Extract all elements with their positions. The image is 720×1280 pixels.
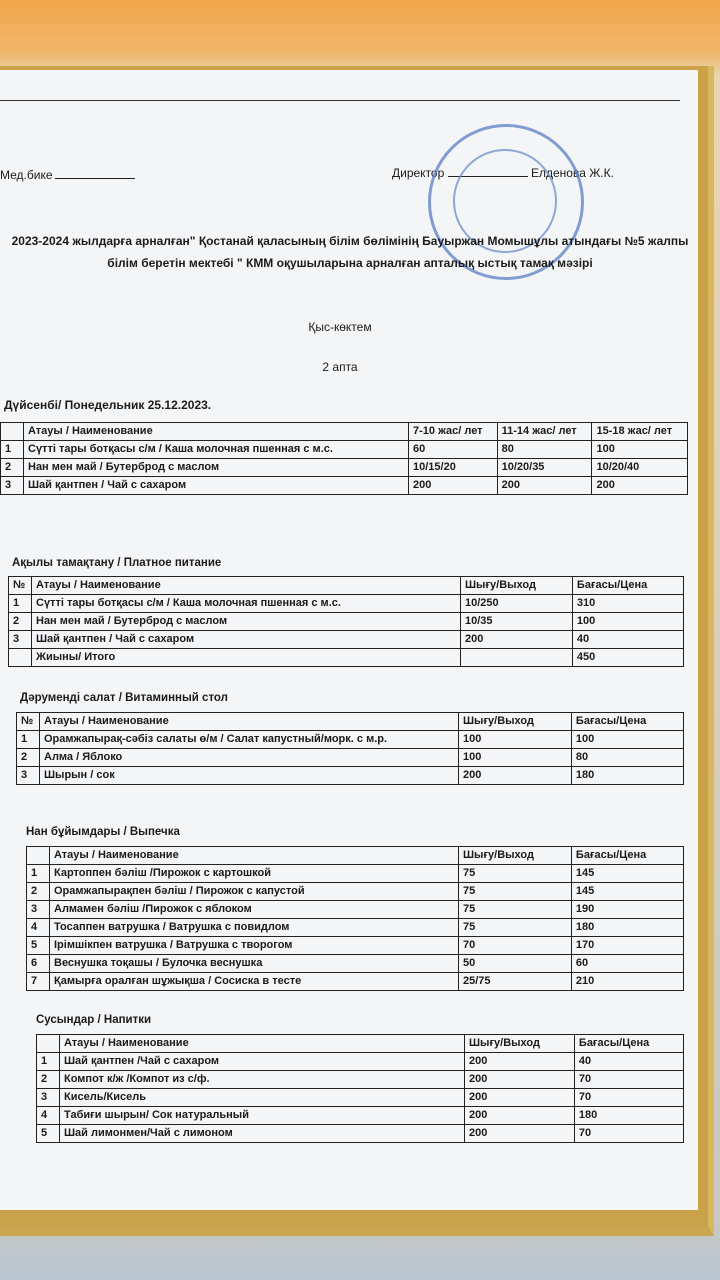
table-cell: 2	[9, 613, 32, 631]
table-cell: 5	[37, 1125, 60, 1143]
free-menu-table	[0, 422, 688, 495]
table-header-row	[37, 1035, 684, 1053]
table-row	[37, 1125, 684, 1143]
table-cell: 4	[27, 919, 50, 937]
table-cell: 10/250	[461, 595, 573, 613]
table-cell: 1	[27, 865, 50, 883]
table-cell: 180	[574, 1107, 683, 1125]
table-cell: 70	[574, 1089, 683, 1107]
section-title-vitamin: Дәрумендi салат / Витаминный стол	[20, 692, 228, 704]
table-header-cell: Атауы / Наименование	[40, 713, 459, 731]
table-row	[17, 731, 684, 749]
table-cell: 200	[459, 767, 572, 785]
table-cell: 3	[27, 901, 50, 919]
table-cell: Тосаппен ватрушка / Ватрушка с повидлом	[50, 919, 459, 937]
season-label: Қыс-көктем	[308, 320, 372, 334]
table-row	[27, 883, 684, 901]
table-row	[37, 1053, 684, 1071]
table-cell: 50	[459, 955, 572, 973]
table-cell	[9, 649, 32, 667]
table-cell: 200	[465, 1089, 575, 1107]
table-header-cell: Атауы / Наименование	[60, 1035, 465, 1053]
table-cell: 10/35	[461, 613, 573, 631]
section-title-drinks: Сусындар / Напитки	[36, 1014, 152, 1026]
table-cell: 2	[1, 459, 24, 477]
table-header-row	[27, 847, 684, 865]
table-cell: Шырын / сок	[40, 767, 459, 785]
table-cell: 200	[465, 1125, 575, 1143]
director-label: Директор	[392, 166, 445, 180]
table-cell: 100	[572, 613, 683, 631]
table-header-cell: Бағасы/Цена	[574, 1035, 683, 1053]
table-cell: 10/20/40	[592, 459, 688, 477]
table-cell: Сүтті тары ботқасы с/м / Каша молочная пшенная с м.с.	[32, 595, 461, 613]
table-cell: 145	[571, 865, 683, 883]
document-title: 2023-2024 жылдарға арналған" Қостанай қаласының білім бөлімінің Бауыржан Момышұлы атындағы №5 жалпы білім беретін мектебі " КММ оқушыларына арналған апталық ыстық тамақ мәзірі	[11, 234, 689, 270]
table-header-cell: Шығу/Выход	[461, 577, 573, 595]
table-cell: Алма / Яблоко	[40, 749, 459, 767]
table-cell: 25/75	[459, 973, 572, 991]
table-cell: 75	[459, 883, 572, 901]
table-cell: 200	[592, 477, 688, 495]
table-cell: 10/15/20	[409, 459, 498, 477]
table-header-cell: Атауы / Наименование	[50, 847, 459, 865]
section-title-paid: Ақылы тамақтану / Платное питание	[12, 557, 222, 569]
table-row	[17, 767, 684, 785]
table-header-cell: Бағасы/Цена	[571, 847, 683, 865]
table-cell: 310	[572, 595, 683, 613]
table-cell: 4	[37, 1107, 60, 1125]
table-row	[37, 1107, 684, 1125]
table-header-cell	[27, 847, 50, 865]
table-row	[1, 441, 688, 459]
table-header-cell: 15-18 жас/ лет	[592, 423, 688, 441]
table-cell: 200	[465, 1071, 575, 1089]
table-header-cell: 11-14 жас/ лет	[497, 423, 592, 441]
table-cell: 200	[465, 1053, 575, 1071]
table-cell: 200	[409, 477, 498, 495]
table-cell: 40	[572, 631, 683, 649]
table-cell: Картоппен бәліш /Пирожок с картошкой	[50, 865, 459, 883]
section-title-bakery: Нан бұйымдары / Выпечка	[26, 826, 180, 838]
table-row	[9, 631, 684, 649]
table-cell: 3	[9, 631, 32, 649]
table-cell: 40	[574, 1053, 683, 1071]
table-cell: 180	[571, 919, 683, 937]
table-cell: 170	[571, 937, 683, 955]
table-cell: 145	[571, 883, 683, 901]
bakery-table	[26, 846, 684, 991]
table-cell: Ірімшікпен ватрушка / Ватрушка с творогом	[50, 937, 459, 955]
table-header-cell: №	[17, 713, 40, 731]
table-header-cell	[37, 1035, 60, 1053]
table-cell: 1	[1, 441, 24, 459]
table-header-cell: Атауы / Наименование	[24, 423, 409, 441]
table-cell: Веснушка тоқашы / Булочка веснушка	[50, 955, 459, 973]
table-row	[27, 937, 684, 955]
table-cell: 70	[574, 1125, 683, 1143]
table-header-cell: №	[9, 577, 32, 595]
table-row	[17, 749, 684, 767]
table-row	[27, 955, 684, 973]
day-label: Дүйсенбі/ Понедельник 25.12.2023.	[4, 398, 212, 412]
table-cell: 5	[27, 937, 50, 955]
table-cell: Орамжапырақ-сәбіз салаты ө/м / Салат капустный/морк. с м.р.	[40, 731, 459, 749]
vitamin-table	[16, 712, 684, 785]
table-row	[27, 919, 684, 937]
table-cell: 100	[592, 441, 688, 459]
table-header-cell: Бағасы/Цена	[572, 577, 683, 595]
table-header-row	[17, 713, 684, 731]
table-cell: 2	[37, 1071, 60, 1089]
table-cell: Кисель/Кисель	[60, 1089, 465, 1107]
table-row	[1, 459, 688, 477]
table-header-cell: Атауы / Наименование	[32, 577, 461, 595]
table-row	[27, 865, 684, 883]
week-label: 2 апта	[322, 360, 358, 374]
director-name: Елденова Ж.К.	[530, 166, 614, 180]
table-cell: 2	[27, 883, 50, 901]
table-cell: 10/20/35	[497, 459, 592, 477]
table-cell: Алмамен бәліш /Пирожок с яблоком	[50, 901, 459, 919]
table-cell: 100	[459, 731, 572, 749]
table-cell: Жиыны/ Итого	[32, 649, 461, 667]
table-cell: 2	[17, 749, 40, 767]
table-row	[1, 477, 688, 495]
table-cell: 7	[27, 973, 50, 991]
table-cell: Нан мен май / Бутерброд с маслом	[24, 459, 409, 477]
table-row	[27, 973, 684, 991]
table-row	[37, 1071, 684, 1089]
top-rule	[0, 100, 680, 101]
table-cell: 3	[1, 477, 24, 495]
table-cell: Шай қантпен / Чай с сахаром	[24, 477, 409, 495]
table-row	[37, 1089, 684, 1107]
table-cell: 1	[17, 731, 40, 749]
table-cell	[461, 649, 573, 667]
table-cell: Шай қантпен / Чай с сахаром	[32, 631, 461, 649]
paid-menu-table	[8, 576, 684, 667]
table-cell: 75	[459, 901, 572, 919]
table-cell: Компот к/ж /Компот из с/ф.	[60, 1071, 465, 1089]
table-cell: 200	[461, 631, 573, 649]
table-row	[9, 613, 684, 631]
table-cell: Нан мен май / Бутерброд с маслом	[32, 613, 461, 631]
table-cell: 60	[409, 441, 498, 459]
table-cell: Шай қантпен /Чай с сахаром	[60, 1053, 465, 1071]
table-cell: Қамырға оралған шұжықша / Сосиска в тесте	[50, 973, 459, 991]
drinks-table	[36, 1034, 684, 1143]
table-header-cell: 7-10 жас/ лет	[409, 423, 498, 441]
table-header-cell: Шығу/Выход	[465, 1035, 575, 1053]
table-header-row	[9, 577, 684, 595]
table-cell: 70	[574, 1071, 683, 1089]
table-cell: Орамжапырақпен бәліш / Пирожок с капустой	[50, 883, 459, 901]
table-cell: 200	[465, 1107, 575, 1125]
table-cell: 75	[459, 919, 572, 937]
table-cell: 210	[571, 973, 683, 991]
table-header-cell: Шығу/Выход	[459, 713, 572, 731]
med-signature	[0, 168, 135, 182]
table-cell: 60	[571, 955, 683, 973]
table-row	[27, 901, 684, 919]
table-cell: 80	[497, 441, 592, 459]
table-cell: 100	[571, 731, 683, 749]
menu-sheet	[0, 70, 698, 1210]
table-cell: 6	[27, 955, 50, 973]
table-cell: 200	[497, 477, 592, 495]
med-label: Мед.бике	[0, 168, 53, 182]
table-row	[9, 595, 684, 613]
table-cell: 100	[459, 749, 572, 767]
table-cell: 75	[459, 865, 572, 883]
table-header-cell: Бағасы/Цена	[571, 713, 683, 731]
table-cell: 180	[571, 767, 683, 785]
table-cell: 80	[571, 749, 683, 767]
table-header-cell	[1, 423, 24, 441]
table-cell: 3	[17, 767, 40, 785]
table-cell: 1	[37, 1053, 60, 1071]
table-cell: Сүтті тары ботқасы с/м / Каша молочная пшенная с м.с.	[24, 441, 409, 459]
table-cell: 3	[37, 1089, 60, 1107]
table-cell: 1	[9, 595, 32, 613]
table-cell: 190	[571, 901, 683, 919]
table-header-row	[1, 423, 688, 441]
table-header-cell: Шығу/Выход	[459, 847, 572, 865]
table-cell: Табиғи шырын/ Сок натуральный	[60, 1107, 465, 1125]
signature-line	[55, 178, 135, 179]
table-cell: 450	[572, 649, 683, 667]
table-total-row	[9, 649, 684, 667]
table-cell: Шай лимонмен/Чай с лимоном	[60, 1125, 465, 1143]
table-cell: 70	[459, 937, 572, 955]
